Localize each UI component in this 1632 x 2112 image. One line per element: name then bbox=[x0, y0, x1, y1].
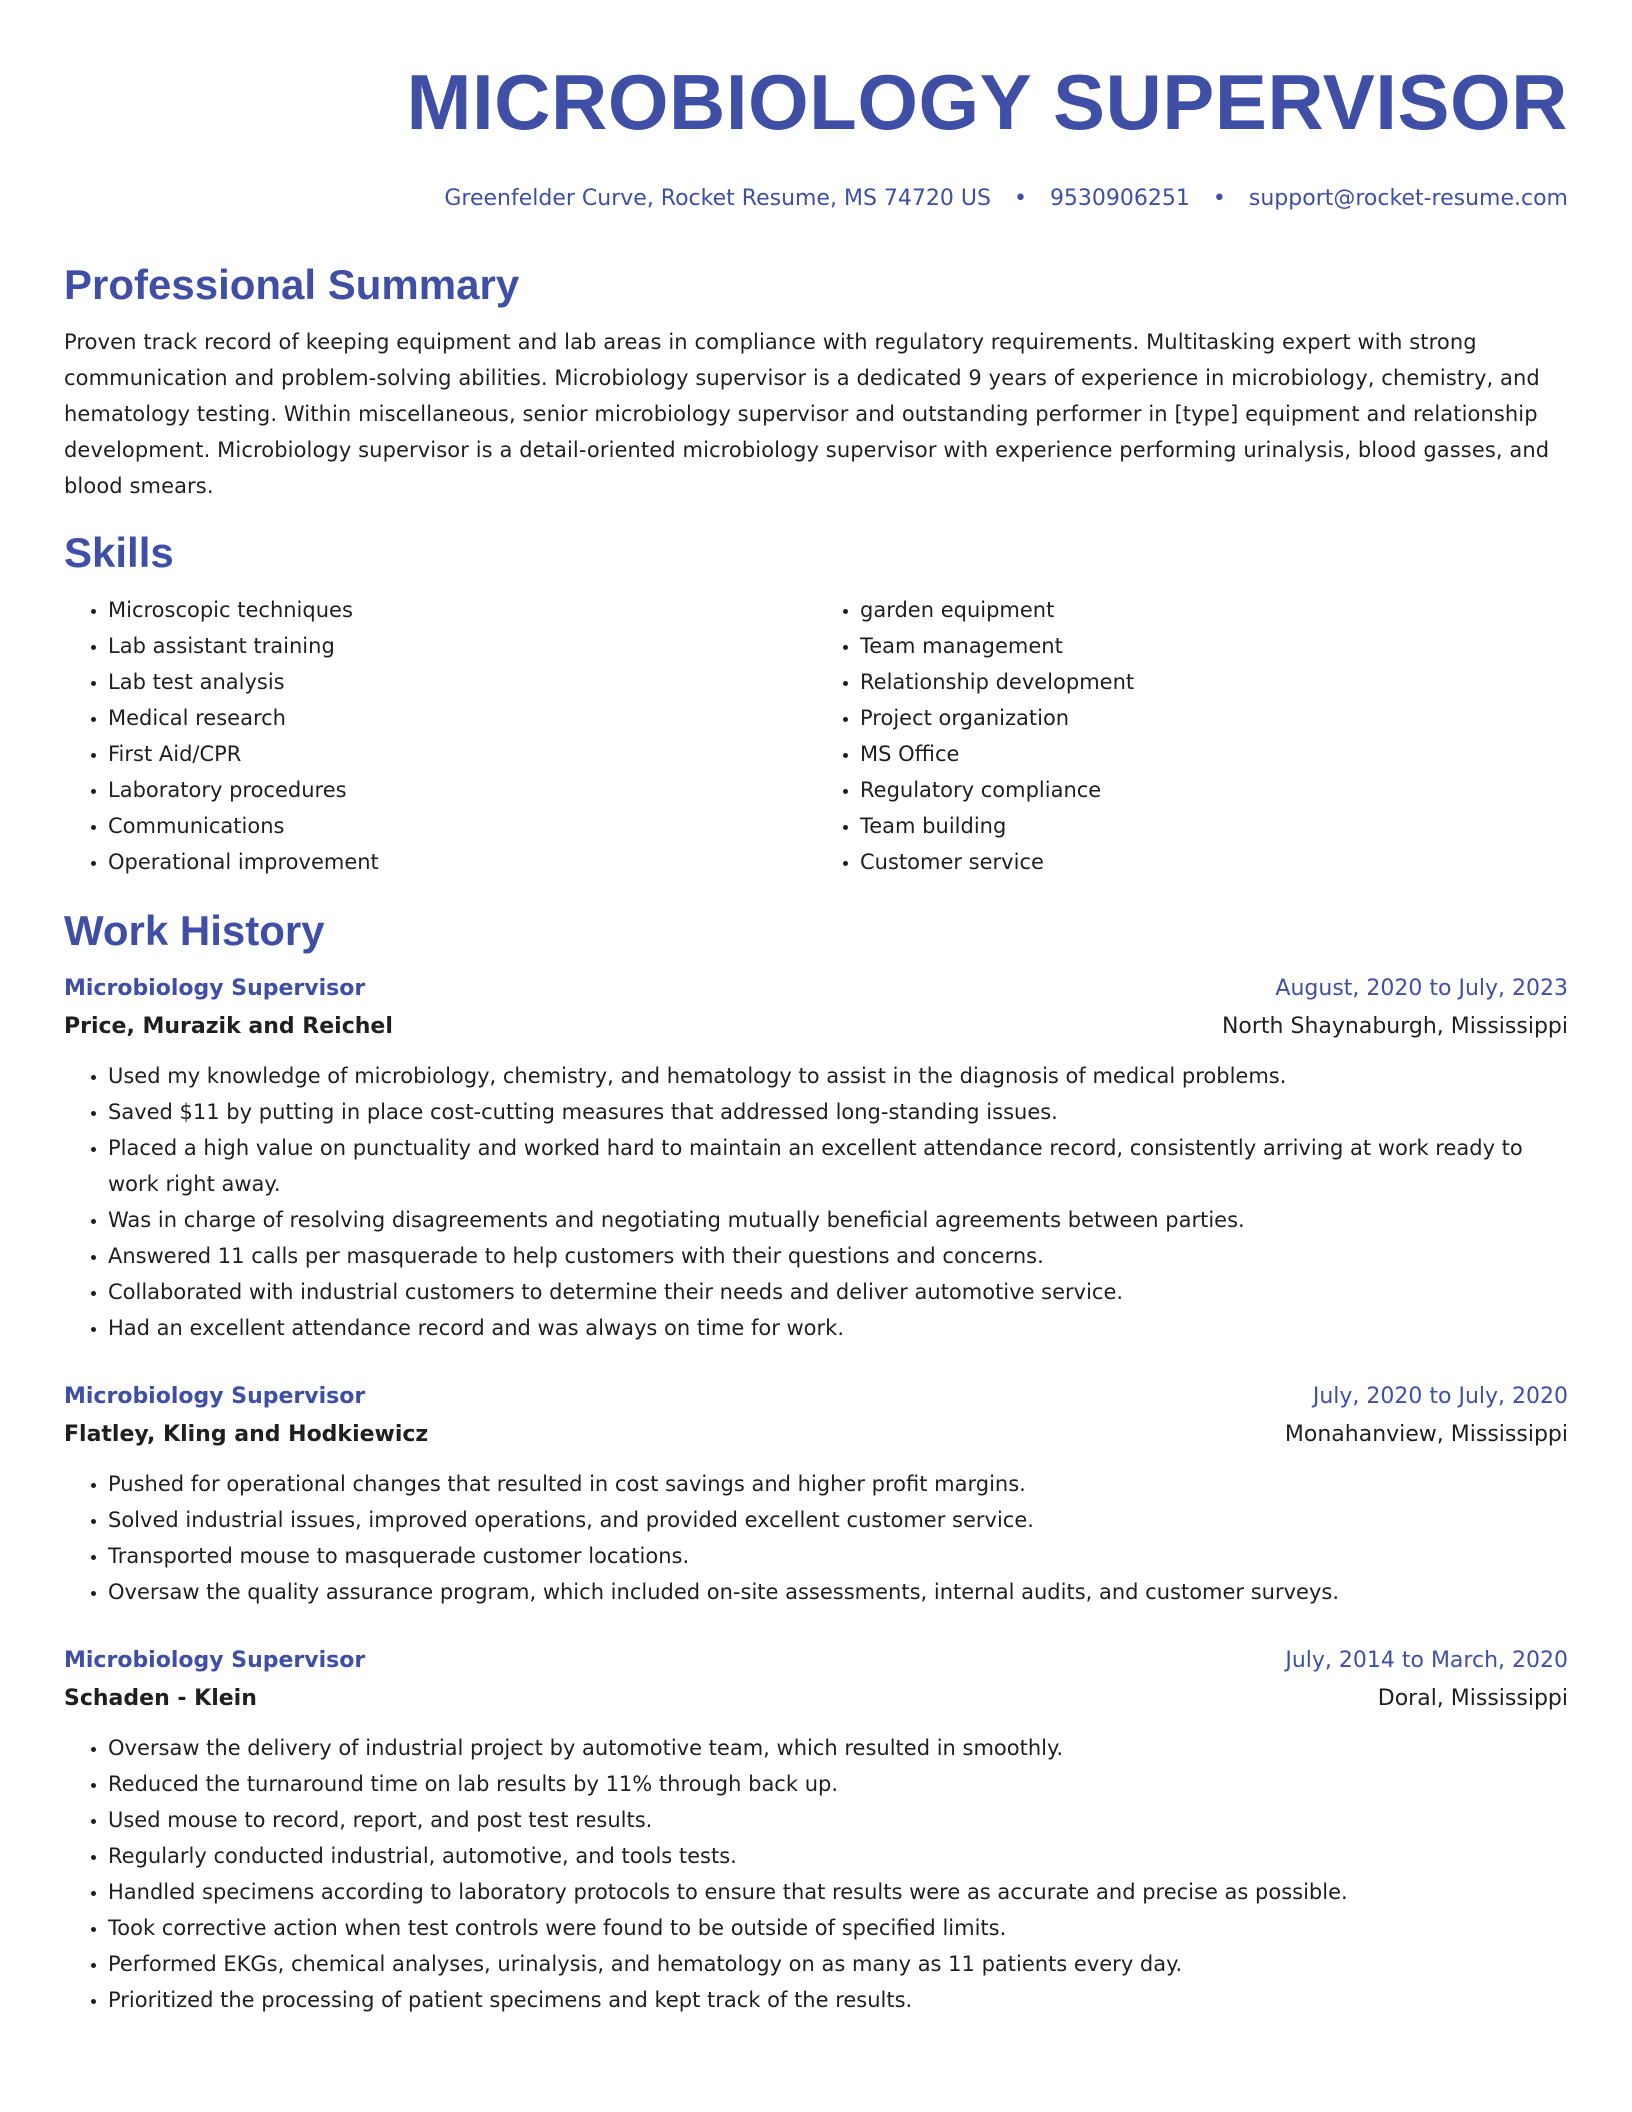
skill-item: • Medical research bbox=[108, 700, 816, 736]
job-bullet: • Prioritized the processing of patient specimens and kept track of the results. bbox=[108, 1982, 1568, 2018]
job-location: Doral, Mississippi bbox=[1377, 1686, 1568, 1711]
skill-item: • First Aid/CPR bbox=[108, 736, 816, 772]
job-bullet: • Used mouse to record, report, and post test results. bbox=[108, 1802, 1568, 1838]
skill-item: • Relationship development bbox=[860, 664, 1568, 700]
skill-item: • Customer service bbox=[860, 844, 1568, 880]
job-bullets bbox=[64, 1058, 1568, 1346]
skill-item: • Lab test analysis bbox=[108, 664, 816, 700]
job-dates: August, 2020 to July, 2023 bbox=[1275, 976, 1568, 1001]
skills-column-right bbox=[816, 592, 1568, 880]
contact-line bbox=[64, 184, 1568, 214]
skills-column-left bbox=[64, 592, 816, 880]
job-company: Price, Murazik and Reichel bbox=[64, 1014, 393, 1039]
job-company-row bbox=[64, 1416, 1568, 1454]
job-entry bbox=[64, 970, 1568, 1346]
job-location: Monahanview, Mississippi bbox=[1284, 1422, 1568, 1447]
job-bullet: • Handled specimens according to laboratory protocols to ensure that results were as accurate and precise as possible. bbox=[108, 1874, 1568, 1910]
job-location: North Shaynaburgh, Mississippi bbox=[1221, 1014, 1568, 1039]
job-dates: July, 2014 to March, 2020 bbox=[1285, 1648, 1568, 1673]
job-company: Schaden - Klein bbox=[64, 1686, 257, 1711]
job-dates: July, 2020 to July, 2020 bbox=[1312, 1384, 1568, 1409]
job-title: Microbiology Supervisor bbox=[64, 976, 366, 1001]
contact-separator: • bbox=[1212, 186, 1226, 211]
job-bullet: • Was in charge of resolving disagreements and negotiating mutually beneficial agreements between parties. bbox=[108, 1202, 1568, 1238]
job-bullet: • Had an excellent attendance record and was always on time for work. bbox=[108, 1310, 1568, 1346]
skills-heading: Skills bbox=[64, 529, 174, 576]
job-bullets bbox=[64, 1466, 1568, 1610]
contact-address: Greenfelder Curve, Rocket Resume, MS 74720 US bbox=[444, 186, 991, 211]
summary-heading: Professional Summary bbox=[64, 261, 520, 308]
skill-item: • Communications bbox=[108, 808, 816, 844]
job-bullet: • Oversaw the delivery of industrial project by automotive team, which resulted in smoothly. bbox=[108, 1730, 1568, 1766]
job-company-row bbox=[64, 1008, 1568, 1046]
job-company-row bbox=[64, 1680, 1568, 1718]
contact-phone: 9530906251 bbox=[1049, 186, 1190, 211]
job-bullet: • Reduced the turnaround time on lab results by 11% through back up. bbox=[108, 1766, 1568, 1802]
job-bullet: • Transported mouse to masquerade customer locations. bbox=[108, 1538, 1568, 1574]
skills-list bbox=[64, 592, 1568, 880]
job-header-row bbox=[64, 1378, 1568, 1416]
resume-name: MICROBIOLOGY SUPERVISOR bbox=[406, 58, 1568, 146]
skill-item: • Team management bbox=[860, 628, 1568, 664]
job-bullet: • Oversaw the quality assurance program, which included on-site assessments, internal audits, and customer surveys. bbox=[108, 1574, 1568, 1610]
job-title: Microbiology Supervisor bbox=[64, 1648, 366, 1673]
job-bullets bbox=[64, 1730, 1568, 2018]
skill-item: • Operational improvement bbox=[108, 844, 816, 880]
skill-item: • Microscopic techniques bbox=[108, 592, 816, 628]
job-bullet: • Answered 11 calls per masquerade to help customers with their questions and concerns. bbox=[108, 1238, 1568, 1274]
job-header-row bbox=[64, 1642, 1568, 1680]
job-entry bbox=[64, 1642, 1568, 2018]
skill-item: • Team building bbox=[860, 808, 1568, 844]
job-bullet: • Solved industrial issues, improved operations, and provided excellent customer service. bbox=[108, 1502, 1568, 1538]
job-bullet: • Used my knowledge of microbiology, chemistry, and hematology to assist in the diagnosis of medical problems. bbox=[108, 1058, 1568, 1094]
job-header-row bbox=[64, 970, 1568, 1008]
job-bullet: • Regularly conducted industrial, automotive, and tools tests. bbox=[108, 1838, 1568, 1874]
job-company: Flatley, Kling and Hodkiewicz bbox=[64, 1422, 429, 1447]
skill-item: • Lab assistant training bbox=[108, 628, 816, 664]
work-history-heading: Work History bbox=[64, 907, 325, 954]
job-bullet: • Took corrective action when test controls were found to be outside of specified limits. bbox=[108, 1910, 1568, 1946]
summary-text: Proven track record of keeping equipment and lab areas in compliance with regulatory requirements. Multitasking expert with strong communication and problem-solving abilities. Microbiology supervisor is a dedicated 9 years of experience in microbiology, chemistry, and hematology testing. Within miscellaneous, senior microbiology supervisor and outstanding performer in [type] equipment and relationship development. Microbiology supervisor is a detail-oriented microbiology supervisor with experience performing urinalysis, blood gasses, and blood smears. bbox=[64, 330, 1550, 498]
skill-item: • MS Office bbox=[860, 736, 1568, 772]
job-title: Microbiology Supervisor bbox=[64, 1384, 366, 1409]
contact-separator: • bbox=[1013, 186, 1027, 211]
skill-item: • Laboratory procedures bbox=[108, 772, 816, 808]
job-entry bbox=[64, 1378, 1568, 1610]
skill-item: • garden equipment bbox=[860, 592, 1568, 628]
job-bullet: • Pushed for operational changes that resulted in cost savings and higher profit margins. bbox=[108, 1466, 1568, 1502]
skill-item: • Regulatory compliance bbox=[860, 772, 1568, 808]
job-bullet: • Placed a high value on punctuality and worked hard to maintain an excellent attendance record, consistently arriving at work ready to work right away. bbox=[108, 1130, 1568, 1202]
job-bullet: • Performed EKGs, chemical analyses, urinalysis, and hematology on as many as 11 patients every day. bbox=[108, 1946, 1568, 1982]
job-bullet: • Collaborated with industrial customers to determine their needs and deliver automotive service. bbox=[108, 1274, 1568, 1310]
job-bullet: • Saved $11 by putting in place cost-cutting measures that addressed long-standing issues. bbox=[108, 1094, 1568, 1130]
contact-email[interactable]: support@rocket-resume.com bbox=[1248, 186, 1568, 211]
skill-item: • Project organization bbox=[860, 700, 1568, 736]
